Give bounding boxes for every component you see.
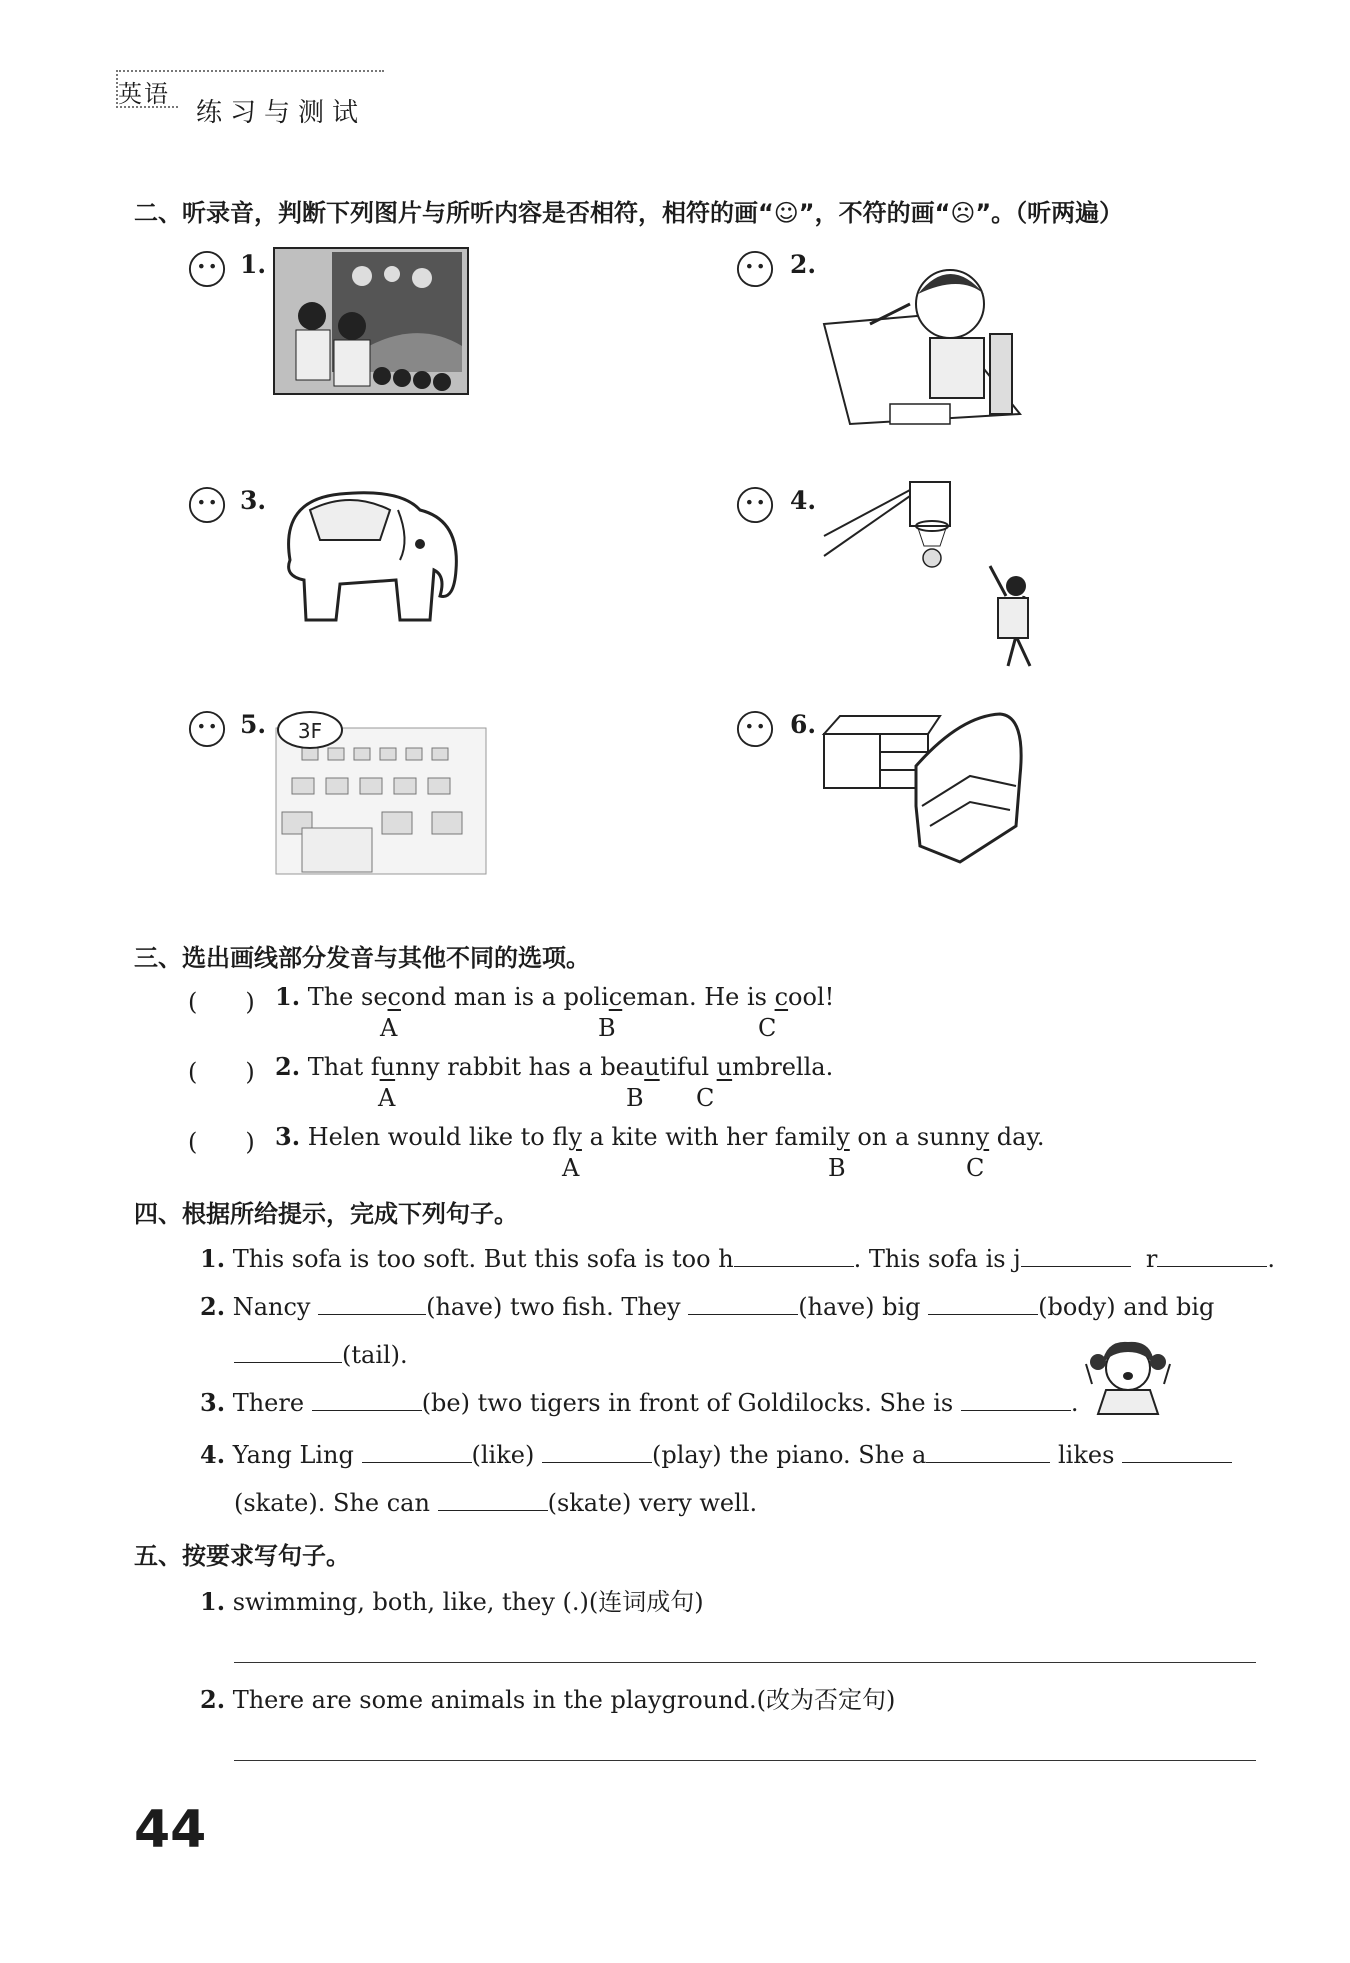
answer-blank[interactable]: [926, 1436, 1050, 1463]
answer-blank[interactable]: [688, 1288, 798, 1315]
page-number: 44: [134, 1800, 207, 1860]
option-label-b: B: [598, 1014, 616, 1042]
option-label-c: C: [966, 1154, 985, 1182]
answer-writing-line[interactable]: [234, 1662, 1256, 1663]
cinema-picture: [272, 246, 470, 396]
room-label: 3F: [297, 719, 323, 743]
option-label-b: B: [828, 1154, 846, 1182]
item-number: 5.: [240, 710, 267, 739]
answer-blank[interactable]: [362, 1436, 472, 1463]
computer-room-picture: [272, 708, 490, 878]
answer-writing-line[interactable]: [234, 1760, 1256, 1761]
s3-q2-sentence: 2. That funny rabbit has a beautiful umbrella.: [275, 1052, 834, 1081]
answer-blank[interactable]: [542, 1436, 652, 1463]
option-label-c: C: [696, 1084, 715, 1112]
elephant-picture: [270, 480, 470, 630]
basketball-picture: [820, 476, 1060, 672]
s4-q4: 4. Yang Ling (like) (play) the piano. She a likes: [200, 1436, 1232, 1469]
header-book-title: 练习与测试: [196, 98, 367, 128]
s4-q2-cont: (tail).: [234, 1336, 408, 1369]
option-label-c: C: [758, 1014, 777, 1042]
option-label-b: B: [626, 1084, 644, 1112]
option-label-a: A: [380, 1014, 398, 1042]
answer-blank[interactable]: [1021, 1240, 1131, 1267]
s5-q2: 2. There are some animals in the playground.(改为否定句): [200, 1685, 896, 1714]
blank-face-icon[interactable]: [188, 710, 226, 748]
option-label-a: A: [378, 1084, 396, 1112]
section2-heading: 二、听录音，判断下列图片与所听内容是否相符，相符的画“☺”，不符的画“☹”。（听两遍）: [134, 199, 1124, 227]
blank-face-icon[interactable]: [736, 486, 774, 524]
answer-blank[interactable]: [734, 1240, 854, 1267]
item-number: 1.: [240, 250, 267, 279]
answer-paren[interactable]: ( ): [188, 1128, 255, 1156]
answer-blank[interactable]: [928, 1288, 1038, 1315]
s4-q2: 2. Nancy (have) two fish. They (have) big (body) and big: [200, 1288, 1214, 1321]
s3-q3-sentence: 3. Helen would like to fly a kite with her family on a sunny day.: [275, 1122, 1045, 1151]
item-number: 4.: [790, 486, 817, 515]
s4-q1: 1. This sofa is too soft. But this sofa is too h . This sofa is j r .: [200, 1240, 1275, 1273]
desk-sofa-picture: [820, 706, 1030, 866]
s4-q4-cont: (skate). She can (skate) very well.: [234, 1484, 757, 1517]
blank-face-icon[interactable]: [188, 250, 226, 288]
item-number: 3.: [240, 486, 267, 515]
answer-paren[interactable]: ( ): [188, 1058, 255, 1086]
section4-heading: 四、根据所给提示，完成下列句子。: [134, 1200, 518, 1228]
answer-blank[interactable]: [438, 1484, 548, 1511]
header-subject: 英语: [118, 80, 170, 108]
answer-blank[interactable]: [318, 1288, 426, 1315]
answer-blank[interactable]: [1157, 1240, 1267, 1267]
s4-q3: 3. There (be) two tigers in front of Goldilocks. She is .: [200, 1384, 1078, 1417]
blank-face-icon[interactable]: [736, 250, 774, 288]
section5-heading: 五、按要求写句子。: [134, 1542, 350, 1570]
option-label-a: A: [562, 1154, 580, 1182]
blank-face-icon[interactable]: [736, 710, 774, 748]
s3-q1-sentence: 1. The second man is a policeman. He is cool!: [275, 982, 835, 1011]
answer-blank[interactable]: [961, 1384, 1071, 1411]
answer-blank[interactable]: [234, 1336, 342, 1363]
answer-paren[interactable]: ( ): [188, 988, 255, 1016]
s5-q1: 1. swimming, both, like, they (.)(连词成句): [200, 1587, 704, 1616]
item-number: 6.: [790, 710, 817, 739]
boy-drawing-picture: [820, 244, 1040, 444]
blank-face-icon[interactable]: [188, 486, 226, 524]
header-dotted-rule: [116, 70, 384, 72]
item-number: 2.: [790, 250, 817, 279]
answer-blank[interactable]: [1122, 1436, 1232, 1463]
scared-girl-picture: [1082, 1334, 1174, 1416]
section3-heading: 三、选出画线部分发音与其他不同的选项。: [134, 944, 590, 972]
answer-blank[interactable]: [312, 1384, 422, 1411]
